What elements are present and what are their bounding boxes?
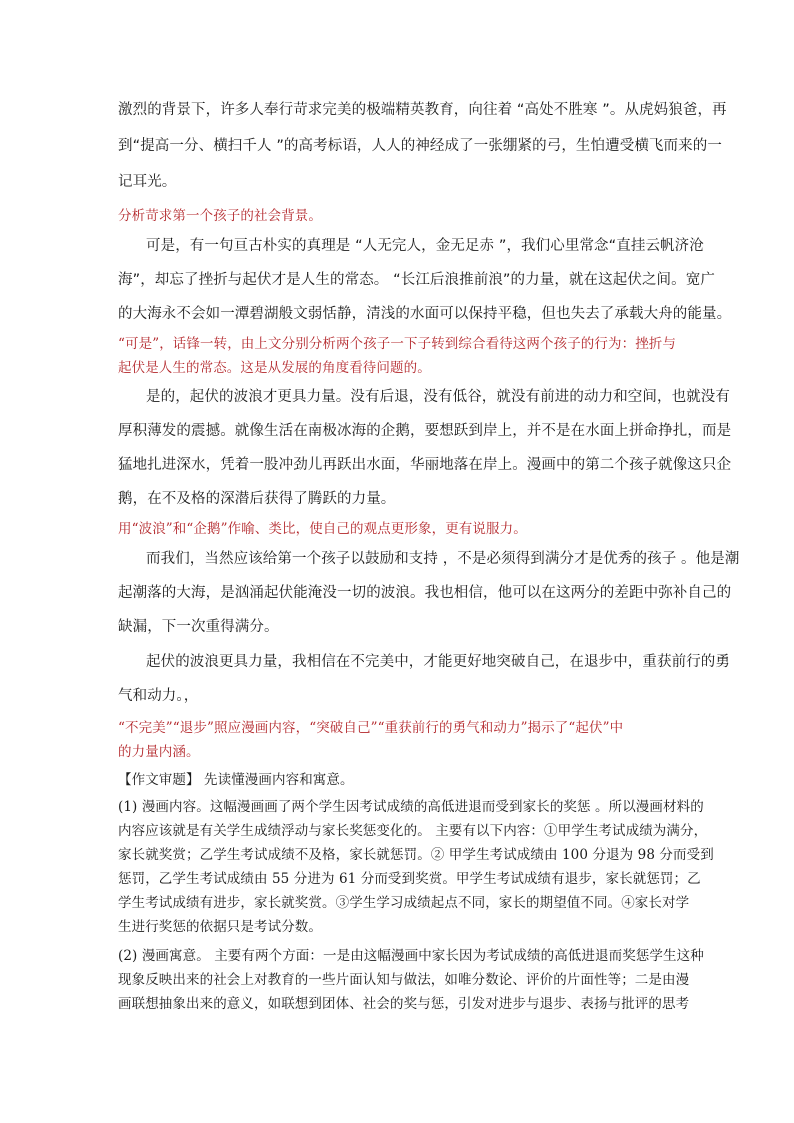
essay-line: 起伏的波浪更具力量，我相信在不完美中，才能更好地突破自己，在退步中，重获前行的勇 (146, 654, 730, 670)
essay-line: 海”，却忘了挫折与起伏才是人生的常态。 “长江后浪推前浪”的力量，就在这起伏之间。宽广 (118, 272, 715, 288)
analysis-line: (2) 漫画寓意。 主要有两个方面：一是由这幅漫画中家长因为考试成绩的高低进退而奖惩学生这种 (118, 948, 704, 964)
analysis-line: 画联想抽象出来的意义，如联想到团体、社会的奖与惩，引发对进步与退步、表扬与批评的思考 (118, 996, 690, 1012)
analysis-line: 惩罚，乙学生考试成绩由 55 分进为 61 分而受到奖赏。甲学生考试成绩有退步，家长就惩罚；乙 (118, 871, 701, 887)
analysis-line: 内容应该就是有关学生成绩浮动与家长奖惩变化的。 主要有以下内容：①甲学生考试成绩为满分， (118, 823, 708, 839)
essay-line: 鹅，在不及格的深潜后获得了腾跃的力量。 (118, 491, 396, 507)
essay-line: 缺漏，下一次重得满分。 (118, 619, 279, 635)
essay-line: 猛地扎进深水，凭着一股冲劲儿再跃出水面，华丽地落在岸上。漫画中的第二个孩子就像这只企 (118, 457, 732, 473)
essay-line: 是的，起伏的波浪才更具力量。没有后退，没有低谷，就没有前进的动力和空间，也就没有 (146, 389, 730, 405)
essay-line: 记耳光。 (118, 174, 177, 190)
annotation-line: 起伏是人生的常态。这是从发展的角度看待问题的。 (118, 360, 431, 376)
essay-line: 激烈的背景下，许多人奉行苛求完美的极端精英教育，向往着 “高处不胜寒 ”。从虎妈狼爸，再 (118, 102, 727, 118)
analysis-line: 家长就奖赏；乙学生考试成绩不及格，家长就惩罚。② 甲学生考试成绩由 100 分退为 98 分而受到 (118, 847, 714, 863)
annotation-line: “不完美”“退步”照应漫画内容，“突破自己”“重获前行的勇气和动力”揭示了“起伏”中 (118, 720, 624, 736)
essay-line: 气和动力。， (118, 688, 199, 704)
annotation-line: 的力量内涵。 (118, 744, 200, 760)
essay-line: 起潮落的大海，是汹涌起伏能淹没一切的波浪。我也相信，他可以在这两分的差距中弥补自己的 (118, 585, 732, 601)
essay-line: 的大海永不会如一潭碧湖般文弱恬静，清浅的水面可以保持平稳，但也失去了承载大舟的能量。 (118, 306, 732, 322)
annotation-line: 用“波浪”和“企鹅”作喻、类比，使自己的观点更形象，更有说服力。 (118, 521, 527, 537)
annotation-line: “可是”，话锋一转，由上文分别分析两个孩子一下子转到综合看待这两个孩子的行为：挫折与 (118, 336, 677, 352)
analysis-line: (1) 漫画内容。这幅漫画画了两个学生因考试成绩的高低进退而受到家长的奖惩 。所以漫画材料的 (118, 799, 704, 815)
section-heading: 【作文审题】 先读懂漫画内容和寓意。 (118, 772, 354, 788)
analysis-line: 生进行奖惩的依据只是考试分数。 (118, 919, 322, 935)
annotation-line: 分析苛求第一个孩子的社会背景。 (118, 208, 322, 224)
essay-line: 而我们，当然应该给第一个孩子以鼓励和支持 ，不是必须得到满分才是优秀的孩子 。他是潮 (146, 551, 740, 567)
analysis-line: 学生考试成绩有进步，家长就奖赏。③学生学习成绩起点不同，家长的期望值不同。④家长对学 (118, 895, 690, 911)
analysis-line: 现象反映出来的社会上对教育的一些片面认知与做法，如唯分数论、评价的片面性等；二是由漫 (118, 972, 690, 988)
essay-line: 到“提高一分、横扫千人 ”的高考标语，人人的神经成了一张绷紧的弓，生怕遭受横飞而来的一 (118, 138, 722, 154)
essay-line: 可是，有一句亘古朴实的真理是 “人无完人，金无足赤 ”，我们心里常念“直挂云帆济沧 (146, 238, 704, 254)
essay-line: 厚积薄发的震撼。就像生活在南极冰海的企鹅，要想跃到岸上，并不是在水面上拼命挣扎，而是 (118, 423, 732, 439)
